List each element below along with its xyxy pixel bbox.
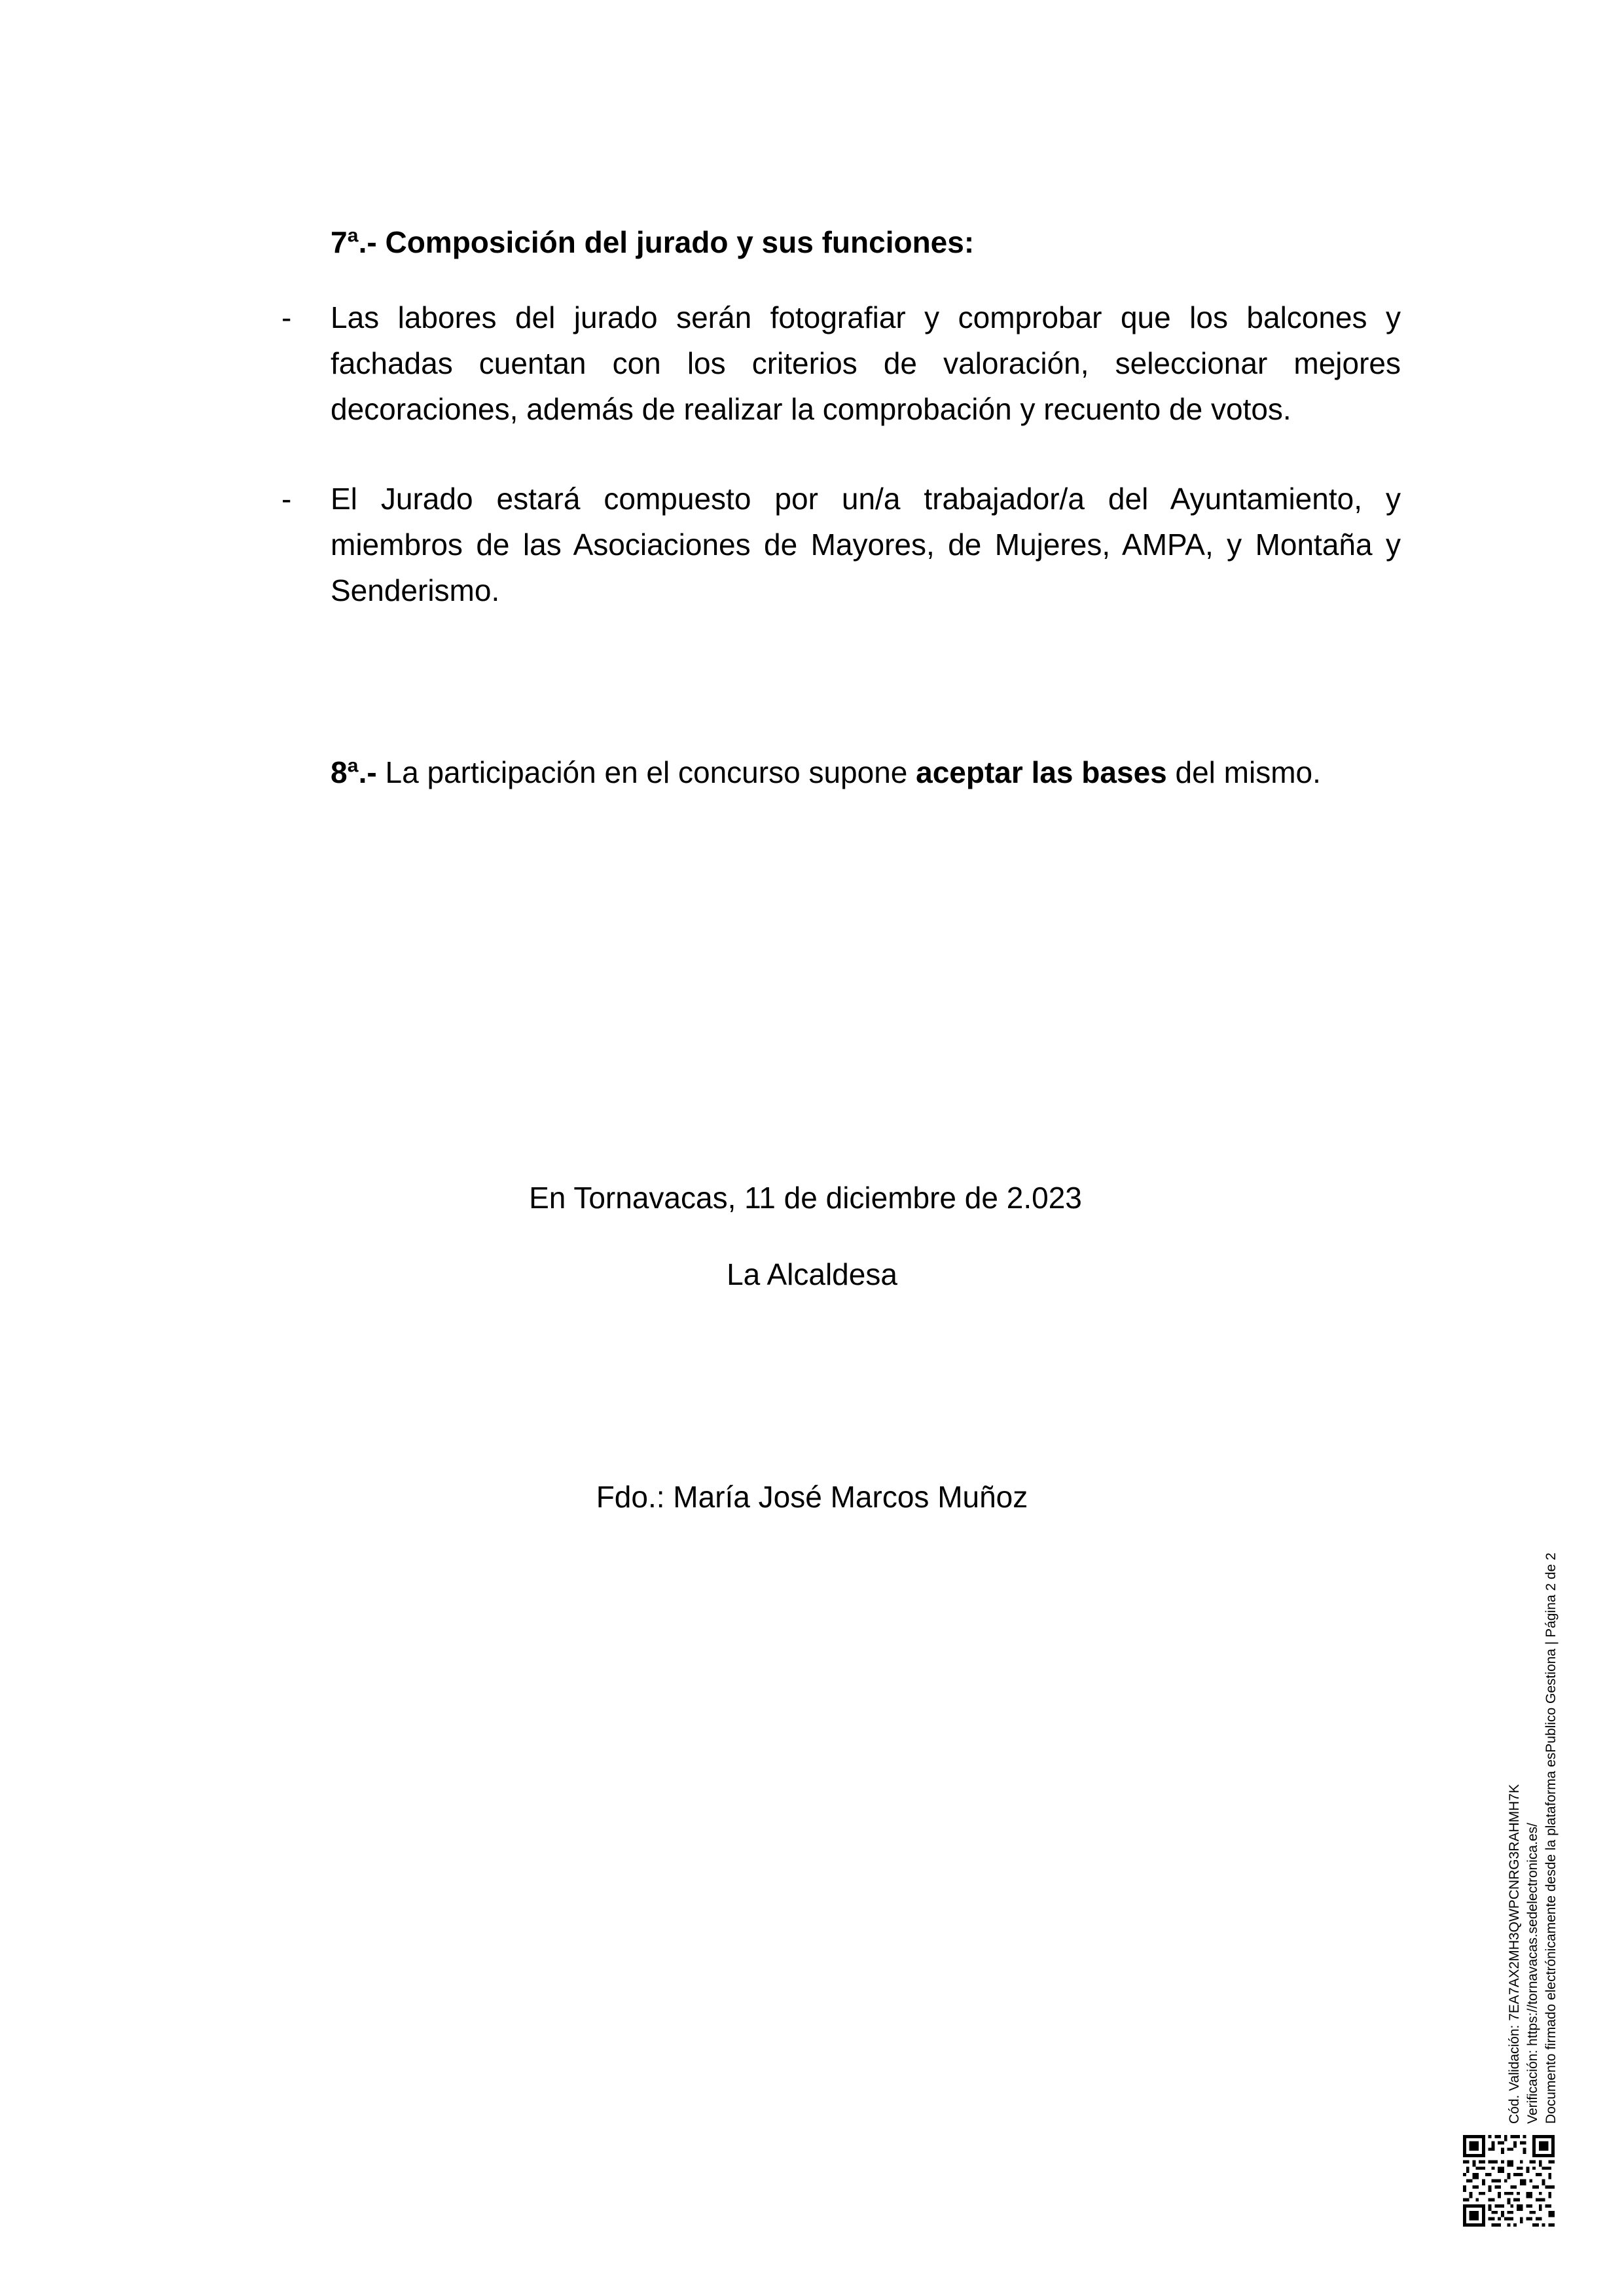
bullet-dash: - bbox=[281, 482, 292, 516]
clause-8 bbox=[331, 753, 1321, 792]
clause-8-emphasis: aceptar las bases bbox=[916, 755, 1167, 789]
list-item bbox=[281, 476, 1401, 613]
clause-7-heading: 7ª.- Composición del jurado y sus funciones: bbox=[331, 225, 975, 259]
verification-url: Verificación: https://tornavacas.sedelectronica.es/ bbox=[1525, 1823, 1540, 2124]
signature-line: Fdo.: María José Marcos Muñoz bbox=[596, 1480, 1028, 1514]
place-date: En Tornavacas, 11 de diciembre de 2.023 bbox=[529, 1181, 1082, 1215]
signatory-role: La Alcaldesa bbox=[727, 1257, 897, 1291]
signed-notice: Documento firmado electrónicamente desde la plataforma esPublico Gestiona | Página 2 de 2 bbox=[1543, 1552, 1559, 2124]
jury-composition-text: El Jurado estará compuesto por un/a trabajador/a del Ayuntamiento, y miembros de las Asociaciones de Mayores, de Mujeres, AMPA, y Montaña y Senderismo. bbox=[331, 482, 1401, 607]
qr-code-icon bbox=[1463, 2135, 1555, 2227]
jury-duties-text: Las labores del jurado serán fotografiar y comprobar que los balcones y fachadas cuentan con los criterios de valoración, seleccionar mejores decoraciones, además de realizar la comprobación y recuento de votos. bbox=[331, 300, 1401, 426]
bullet-dash: - bbox=[281, 300, 292, 334]
list-item bbox=[281, 295, 1401, 432]
validation-code: Cód. Validación: 7EA7AX2MH3QWPCNRG3RAHMH7K bbox=[1507, 1784, 1522, 2124]
clause-8-label: 8ª.- bbox=[331, 755, 377, 789]
verification-stamp bbox=[1506, 1437, 1578, 2124]
clause-8-text-after: del mismo. bbox=[1166, 755, 1321, 789]
clause-8-text-before: La participación en el concurso supone bbox=[376, 755, 916, 789]
